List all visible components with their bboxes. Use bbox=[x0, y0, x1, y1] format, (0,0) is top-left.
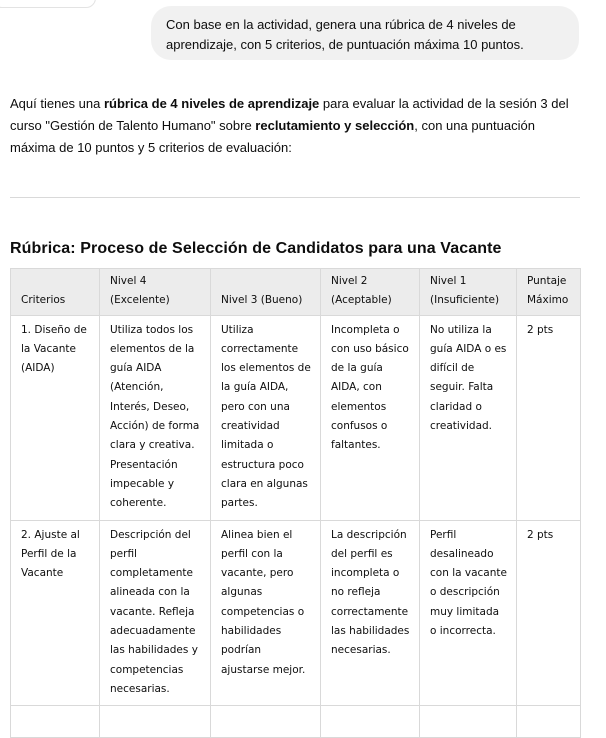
header-puntaje: Puntaje Máximo bbox=[517, 269, 581, 316]
rubric-title: Rúbrica: Proceso de Selección de Candidatos para una Vacante bbox=[10, 240, 502, 257]
cell-nivel-3: Alinea bien el perfil con la vacante, pero algunas competencias o habilidades podrían ajustarse mejor. bbox=[211, 520, 321, 706]
rubric-table bbox=[10, 268, 581, 738]
cell-nivel-2: La descripción del perfil es incompleta o no refleja correctamente las habilidades necesarias. bbox=[321, 520, 420, 706]
cell-score: 2 pts bbox=[517, 520, 581, 706]
response-bold-1: rúbrica de 4 niveles de aprendizaje bbox=[103, 96, 320, 111]
cell-criterion bbox=[11, 706, 100, 737]
table-row bbox=[11, 520, 581, 706]
cell-nivel-3: Utiliza correctamente los elementos de la guía AIDA, pero con una creatividad limitada o estructura poco clara en algunas partes. bbox=[211, 315, 321, 520]
user-message-bubble bbox=[151, 6, 579, 60]
cell-nivel-2 bbox=[321, 706, 420, 737]
header-nivel-3: Nivel 3 (Bueno) bbox=[211, 269, 321, 316]
top-edge-chip bbox=[0, 0, 96, 8]
response-text-2: para evaluar la actividad de la sesión 3 del curso "Gestión de Talento Humano" sobre bbox=[10, 96, 569, 133]
header-criterios: Criterios bbox=[11, 269, 100, 316]
assistant-response bbox=[10, 93, 582, 159]
header-nivel-2: Nivel 2 (Aceptable) bbox=[321, 269, 420, 316]
header-nivel-4: Nivel 4 (Excelente) bbox=[100, 269, 211, 316]
table-row bbox=[11, 706, 581, 737]
horizontal-divider bbox=[10, 197, 580, 198]
cell-nivel-3 bbox=[211, 706, 321, 737]
header-nivel-1: Nivel 1 (Insuficiente) bbox=[420, 269, 517, 316]
table-header-row bbox=[11, 269, 581, 316]
cell-score bbox=[517, 706, 581, 737]
cell-nivel-4: Descripción del perfil completamente alineada con la vacante. Refleja adecuadamente las habilidades y competencias necesarias. bbox=[100, 520, 211, 706]
cell-nivel-2: Incompleta o con uso básico de la guía AIDA, con elementos confusos o faltantes. bbox=[321, 315, 420, 520]
response-text-1: Aquí tienes una bbox=[10, 96, 104, 111]
user-message-text: Con base en la actividad, genera una rúbrica de 4 niveles de aprendizaje, con 5 criterios, de puntuación máxima 10 puntos. bbox=[166, 17, 524, 52]
cell-nivel-1 bbox=[420, 706, 517, 737]
response-bold-2: reclutamiento y selección bbox=[255, 118, 415, 133]
table-row bbox=[11, 315, 581, 520]
cell-nivel-4 bbox=[100, 706, 211, 737]
response-text-3: , con una puntuación máxima de 10 puntos y 5 criterios de evaluación: bbox=[10, 118, 535, 155]
cell-nivel-1: Perfil desalineado con la vacante o descripción muy limitada o incorrecta. bbox=[420, 520, 517, 706]
cell-score: 2 pts bbox=[517, 315, 581, 520]
cell-criterion: 1. Diseño de la Vacante (AIDA) bbox=[11, 315, 100, 520]
cell-criterion: 2. Ajuste al Perfil de la Vacante bbox=[11, 520, 100, 706]
cell-nivel-1: No utiliza la guía AIDA o es difícil de seguir. Falta claridad o creatividad. bbox=[420, 315, 517, 520]
cell-nivel-4: Utiliza todos los elementos de la guía AIDA (Atención, Interés, Deseo, Acción) de forma clara y creativa. Presentación impecable y coherente. bbox=[100, 315, 211, 520]
rubric-table-container bbox=[10, 268, 580, 738]
